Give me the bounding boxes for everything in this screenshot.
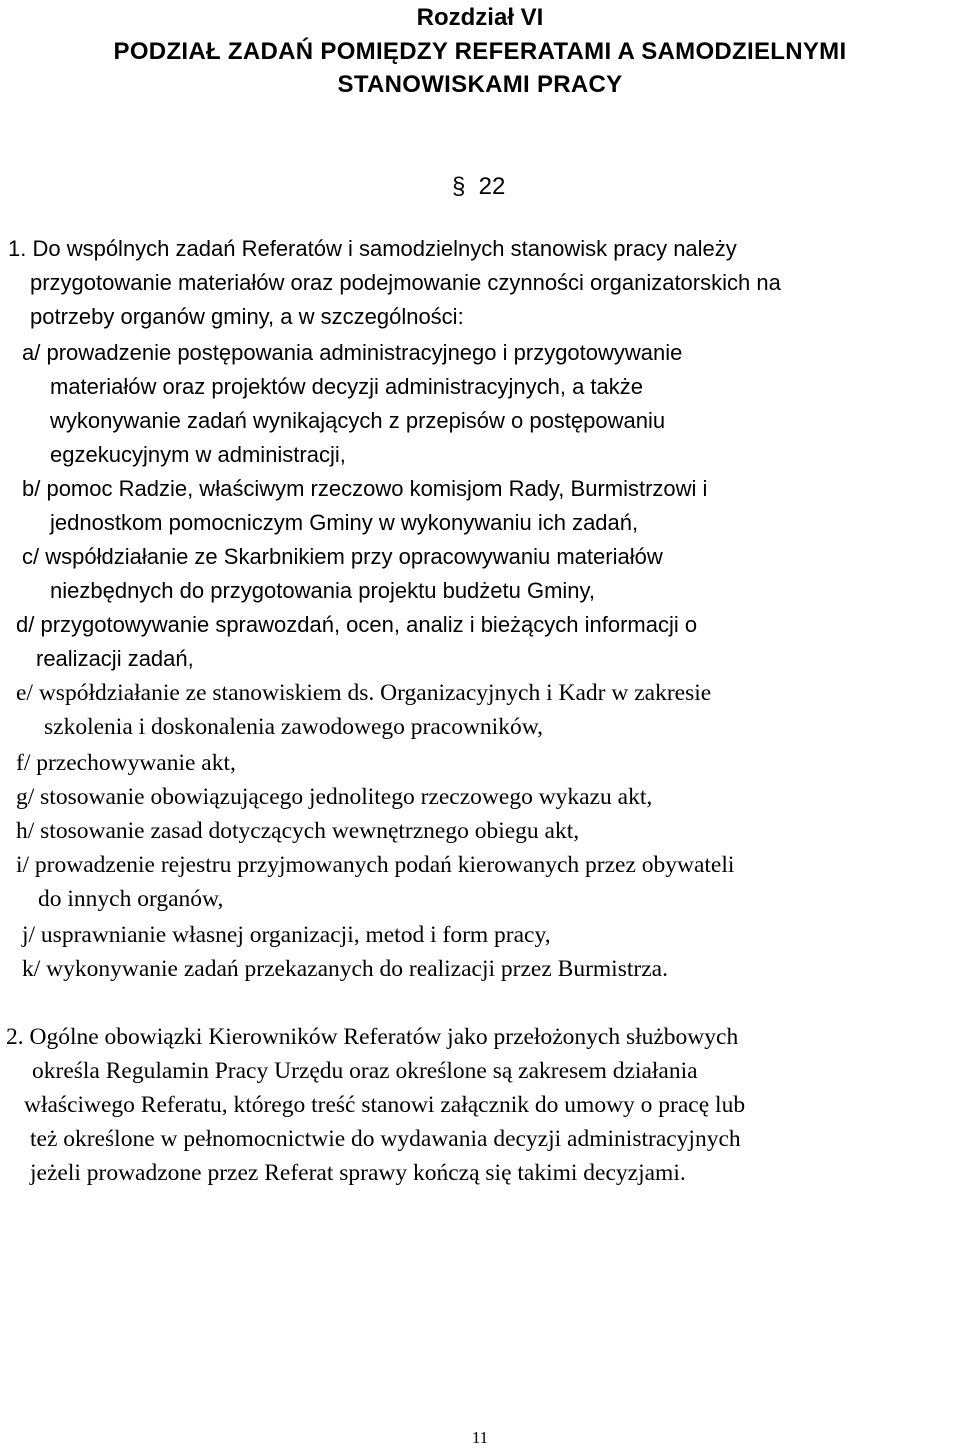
list-item-continuation: wykonywanie zadań wynikających z przepisów o postępowaniu [50,408,666,433]
list-item: i/ prowadzenie rejestru przyjmowanych podań kierowanych przez obywateli [16,852,735,878]
list-item: a/ prowadzenie postępowania administracyjnego i przygotowywanie [22,340,683,365]
list-item: c/ współdziałanie ze Skarbnikiem przy opracowywaniu materiałów [22,544,663,569]
paragraph-line: jeżeli prowadzone przez Referat sprawy kończą się takimi decyzjami. [30,1160,686,1186]
paragraph-line: też określone w pełnomocnictwie do wydawania decyzji administracyjnych [30,1126,741,1152]
list-item: g/ stosowanie obowiązującego jednolitego rzeczowego wykazu akt, [16,784,653,810]
paragraph-line: 1. Do wspólnych zadań Referatów i samodzielnych stanowisk pracy należy [8,236,737,261]
list-item: j/ usprawnianie własnej organizacji, metod i form pracy, [22,922,551,948]
list-item-continuation: jednostkom pomocniczym Gminy w wykonywaniu ich zadań, [50,510,639,535]
list-item-continuation: szkolenia i doskonalenia zawodowego pracowników, [44,714,544,740]
list-item: h/ stosowanie zasad dotyczących wewnętrznego obiegu akt, [16,818,580,844]
chapter-subtitle-line: PODZIAŁ ZADAŃ POMIĘDZY REFERATAMI A SAMODZIELNYMI [113,38,847,65]
chapter-title: Rozdział VI [416,4,544,31]
list-item: b/ pomoc Radzie, właściwym rzeczowo komisjom Rady, Burmistrzowi i [22,476,708,501]
list-item: e/ współdziałanie ze stanowiskiem ds. Organizacyjnych i Kadr w zakresie [16,680,712,706]
page-number: 11 [471,1428,489,1447]
list-item-continuation: realizacji zadań, [36,646,194,671]
list-item: k/ wykonywanie zadań przekazanych do realizacji przez Burmistrza. [22,956,668,982]
paragraph-line: właściwego Referatu, którego treść stanowi załącznik do umowy o pracę lub [24,1092,746,1118]
paragraph-line: przygotowanie materiałów oraz podejmowanie czynności organizatorskich na [30,270,781,295]
list-item-continuation: niezbędnych do przygotowania projektu budżetu Gminy, [50,578,596,603]
list-item-continuation: do innych organów, [38,886,224,912]
paragraph-line: określa Regulamin Pracy Urzędu oraz określone są zakresem działania [32,1058,698,1084]
list-item: f/ przechowywanie akt, [16,750,236,776]
list-item-continuation: materiałów oraz projektów decyzji administracyjnych, a także [50,374,644,399]
list-item-continuation: egzekucyjnym w administracji, [50,442,346,467]
paragraph-line: potrzeby organów gminy, a w szczególności: [30,304,464,329]
section-number: § 22 [452,173,506,200]
chapter-subtitle-line: STANOWISKAMI PRACY [337,71,623,98]
list-item: d/ przygotowywanie sprawozdań, ocen, analiz i bieżących informacji o [16,612,698,637]
paragraph-line: 2. Ogólne obowiązki Kierowników Referatów jako przełożonych służbowych [6,1024,739,1050]
chapter-subtitle [0,35,960,101]
